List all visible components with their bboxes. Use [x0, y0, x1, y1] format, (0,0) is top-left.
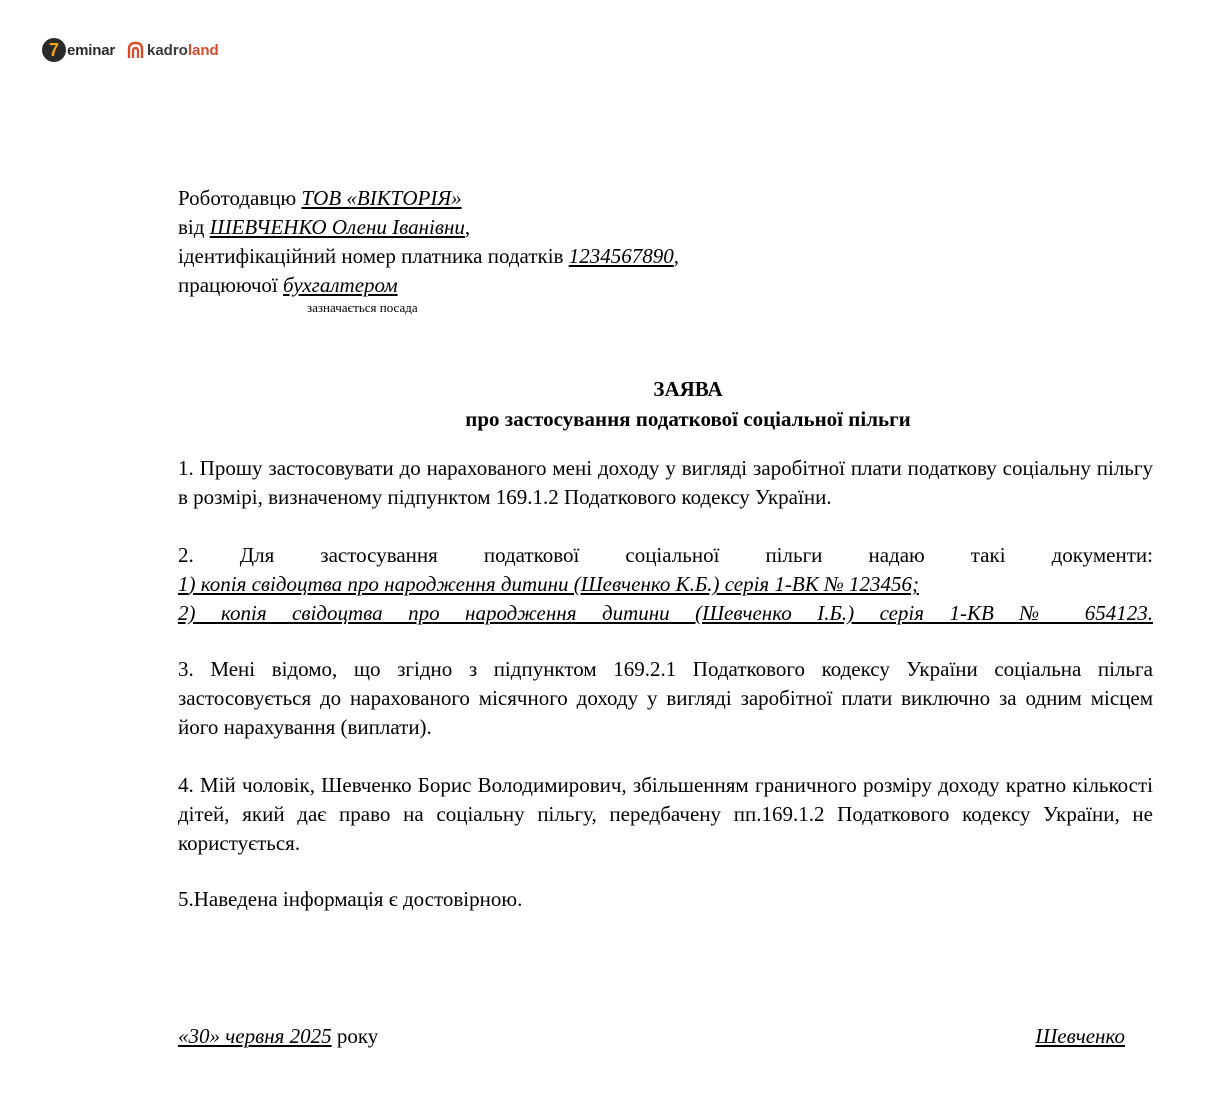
position-label: працюючої — [178, 273, 284, 297]
signature: Шевченко — [1035, 1024, 1125, 1048]
position-hint: зазначається посада — [307, 300, 418, 315]
seminar-logo-badge: 7 — [42, 38, 66, 62]
kadroland-logo-part1: kadro — [147, 41, 188, 59]
tax-id-line — [178, 242, 1153, 271]
position-line — [178, 271, 1153, 300]
paragraph-2-intro: 2. Для застосування податкової соціальної пільги надаю такі документи: — [178, 543, 1153, 567]
date-suffix: року — [331, 1024, 379, 1048]
document-subtitle: про застосування податкової соціальної пільги — [465, 407, 911, 431]
employer-label: Роботодавцю — [178, 186, 302, 210]
applicant-name: ШЕВЧЕНКО Олени Іванівни — [209, 215, 465, 239]
date-value: «30» червня 2025 — [178, 1024, 332, 1048]
employer-name: ТОВ «ВІКТОРІЯ» — [301, 186, 462, 210]
date-line — [178, 1022, 378, 1051]
kadroland-logo-part2: land — [187, 41, 219, 59]
applicant-line — [178, 213, 1153, 242]
document-title: ЗАЯВА — [653, 377, 723, 401]
seminar-logo-word: eminar — [67, 41, 115, 59]
logo-bar — [42, 38, 219, 62]
employer-line — [178, 184, 1153, 213]
tax-id-value: 1234567890 — [568, 244, 674, 268]
document-item-2: 2) копія свідоцтва про народження дитини (Шевченко І.Б.) серія 1-КВ № 654123. — [178, 601, 1153, 625]
paragraph-1: 1. Прошу застосовувати до нарахованого мені доходу у вигляді заробітної плати податкову соціальну пільгу в розмірі, визначеному підпунктом 169.1.2 Податкового кодексу України. — [178, 456, 1153, 509]
applicant-comma: , — [464, 215, 471, 239]
tax-id-label: ідентифікаційний номер платника податків — [178, 244, 569, 268]
addressee-block — [178, 184, 1153, 316]
paragraph-4: 4. Мій чоловік, Шевченко Борис Володимирович, збільшенням граничного розміру доходу кратно кількості дітей, який дає право на соціальну пільгу, передбачену пп.169.1.2 Податкового кодексу України, не користується. — [178, 773, 1153, 855]
applicant-label: від — [178, 215, 210, 239]
document-item-1-text: ) копія свідоцтва про народження дитини (Шевченко К.Б.) серія 1-ВК № 123456; — [188, 572, 919, 596]
paragraph-5: 5.Наведена інформація є достовірною. — [178, 887, 523, 911]
document-item-1 — [178, 570, 1153, 599]
paragraph-2 — [178, 541, 1153, 628]
tax-id-comma: , — [673, 244, 679, 268]
position-value: бухгалтером — [283, 273, 398, 297]
paragraph-3: 3. Мені відомо, що згідно з підпунктом 169.2.1 Податкового кодексу України соціальна пільга застосовується до нарахованого місячного доходу у вигляді заробітної плати виключно за одним місцем його нарахування (виплати). — [178, 657, 1153, 739]
house-outline-icon — [127, 41, 144, 59]
seminar-logo — [42, 38, 115, 62]
document-item-1-number: 1 — [178, 572, 189, 596]
kadroland-logo — [127, 41, 219, 59]
